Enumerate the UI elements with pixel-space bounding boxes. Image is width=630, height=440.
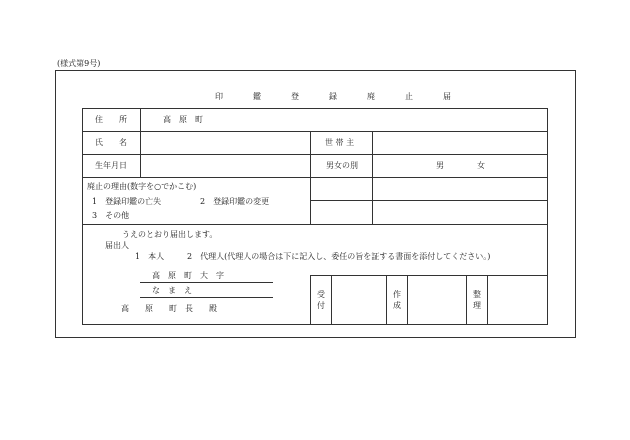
reason-option-2[interactable]: 2 登録印鑑の変更 — [200, 197, 270, 206]
reason-option-1[interactable]: 1 登録印鑑の亡失 — [92, 197, 162, 206]
household-head-label: 世 帯 主 — [325, 138, 355, 147]
row-divider — [82, 131, 548, 132]
office-box-divider — [310, 275, 311, 325]
reason-heading: 廃止の理由(数字を○でかこむ) — [87, 182, 197, 191]
addressee: 高 原 町 長 殿 — [121, 304, 217, 313]
gender-female-option[interactable]: 女 — [477, 161, 485, 170]
row-divider — [82, 154, 548, 155]
name-label: 氏 名 — [95, 138, 127, 147]
title-char: 印 — [215, 92, 223, 101]
title-char: 登 — [291, 92, 299, 101]
column-divider — [310, 131, 311, 224]
gender-label: 男女の別 — [326, 161, 358, 170]
agent-name-line[interactable] — [140, 297, 273, 298]
title-char: 録 — [329, 92, 337, 101]
applicant-option-agent[interactable]: 2 代理人(代理人の場合は下に記入し、委任の旨を証する書面を添付してください。) — [187, 252, 491, 261]
row-divider — [82, 224, 548, 225]
row-divider — [310, 200, 548, 201]
office-box-divider — [331, 275, 332, 325]
title-char: 鑑 — [253, 92, 261, 101]
agent-address-label: 高 原 町 大 字 — [152, 271, 224, 280]
reason-option-3[interactable]: 3 その他 — [92, 211, 130, 220]
agent-address-line[interactable] — [140, 282, 273, 283]
form-title — [200, 84, 466, 103]
birthdate-label: 生年月日 — [95, 161, 127, 170]
applicant-label: 届出人 — [105, 241, 129, 250]
prepared-label: 作 成 — [393, 290, 401, 310]
column-divider — [372, 131, 373, 224]
office-box-divider — [386, 275, 387, 325]
agent-name-label: な ま え — [152, 286, 192, 295]
title-char: 廃 — [367, 92, 375, 101]
title-char: 止 — [405, 92, 413, 101]
row-divider — [82, 177, 548, 178]
declaration-statement: うえのとおり届出します。 — [122, 230, 218, 239]
applicant-option-self[interactable]: 1 本人 — [135, 252, 165, 261]
processed-label: 整 理 — [473, 290, 481, 310]
title-char: 届 — [443, 92, 451, 101]
received-label: 受 付 — [317, 290, 325, 310]
address-label: 住 所 — [95, 115, 127, 124]
gender-male-option[interactable]: 男 — [436, 161, 444, 170]
form-number: (様式第9号) — [57, 59, 101, 68]
office-box-divider — [407, 275, 408, 325]
address-value[interactable]: 高 原 町 — [163, 115, 203, 124]
office-box-divider — [487, 275, 488, 325]
office-box-top — [310, 275, 548, 276]
office-box-divider — [466, 275, 467, 325]
label-column-divider — [140, 108, 141, 177]
